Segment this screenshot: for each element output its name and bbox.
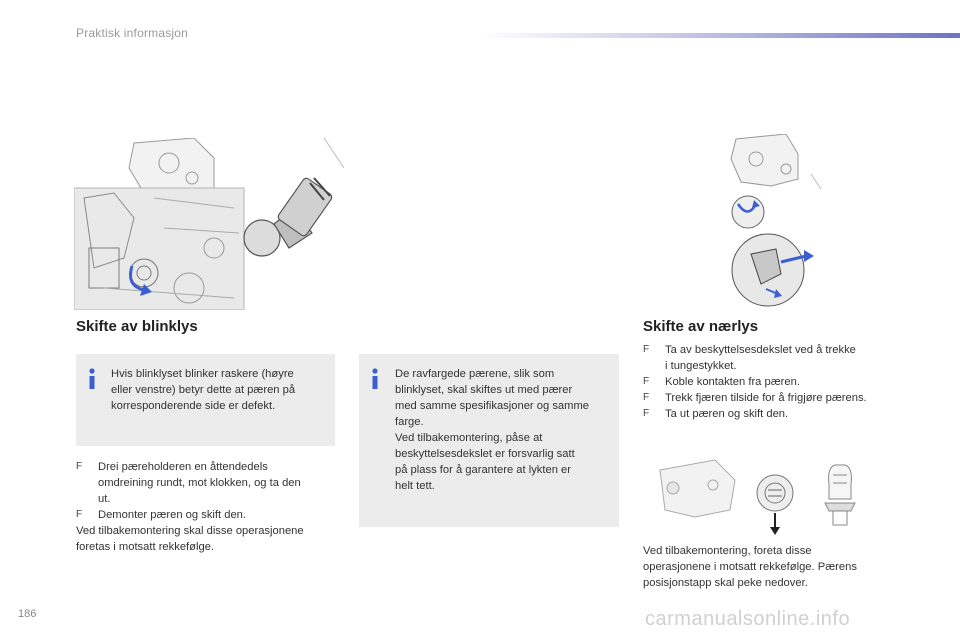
dipped-beam-cover-illustration: [726, 134, 826, 310]
step-bullet: F: [643, 344, 650, 355]
info-text-amber-bulbs: [395, 366, 617, 494]
step-line: omdreining rundt, mot klokken, og ta den: [98, 477, 301, 489]
indicator-refit-note: [76, 523, 338, 555]
page-number: 186: [18, 608, 37, 620]
info-line: eller venstre) betyr dette at pæren på: [111, 384, 296, 396]
indicator-steps-list: [76, 459, 336, 523]
info-line: De ravfargede pærene, slik som: [395, 368, 555, 380]
info-line: helt tett.: [395, 480, 435, 492]
list-item: [76, 459, 336, 507]
info-text-indicator: [111, 366, 333, 414]
note-line: posisjonstapp skal peke nedover.: [643, 577, 808, 589]
step-line: Ta av beskyttelsesdekslet ved å trekke: [665, 344, 856, 356]
dipped-beam-steps-list: [643, 342, 933, 422]
note-line: foretas i motsatt rekkefølge.: [76, 541, 215, 553]
section-title-indicator: Skifte av blinklys: [76, 318, 198, 335]
step-bullet: F: [643, 376, 650, 387]
step-line: ut.: [98, 493, 111, 505]
step-line: Trekk fjæren tilside for å frigjøre pærens.: [665, 392, 867, 404]
info-line: på plass for å garantere at lykten er: [395, 464, 571, 476]
step-bullet: F: [76, 461, 83, 472]
step-line: Koble kontakten fra pæren.: [665, 376, 800, 388]
info-icon: [86, 368, 98, 390]
info-icon: [369, 368, 381, 390]
note-line: Ved tilbakemontering, foreta disse: [643, 545, 812, 557]
step-bullet: F: [76, 509, 83, 520]
section-title-dipped-beam: Skifte av nærlys: [643, 318, 759, 335]
note-line: Ved tilbakemontering skal disse operasjonene: [76, 525, 304, 537]
watermark: carmanualsonline.info: [645, 608, 851, 630]
list-item: [643, 374, 933, 390]
info-line: korresponderende side er defekt.: [111, 400, 276, 412]
list-item: [643, 390, 933, 406]
dipped-beam-refit-note: [643, 543, 933, 591]
step-bullet: F: [643, 408, 650, 419]
step-bullet: F: [643, 392, 650, 403]
info-line: beskyttelsesdekslet er forsvarlig satt: [395, 448, 575, 460]
list-item: [643, 342, 933, 374]
info-line: Hvis blinklyset blinker raskere (høyre: [111, 368, 294, 380]
section-header: Praktisk informasjon: [76, 26, 189, 40]
step-line: Demonter pæren og skift den.: [98, 509, 246, 521]
info-line: Ved tilbakemontering, påse at: [395, 432, 543, 444]
list-item: [643, 406, 933, 422]
info-line: med samme spesifikasjoner og samme: [395, 400, 589, 412]
indicator-bulb-illustration: [74, 138, 344, 310]
step-line: i tungestykket.: [665, 360, 737, 372]
header-bar: [480, 33, 960, 38]
info-line: farge.: [395, 416, 424, 428]
info-line: blinklyset, skal skiftes ut med pærer: [395, 384, 573, 396]
step-line: Ta ut pæren og skift den.: [665, 408, 789, 420]
step-line: Drei pæreholderen en åttendedels: [98, 461, 268, 473]
note-line: operasjonene i motsatt rekkefølge. Pærens: [643, 561, 857, 573]
list-item: [76, 507, 336, 523]
dipped-beam-bulb-illustration: [655, 455, 870, 540]
